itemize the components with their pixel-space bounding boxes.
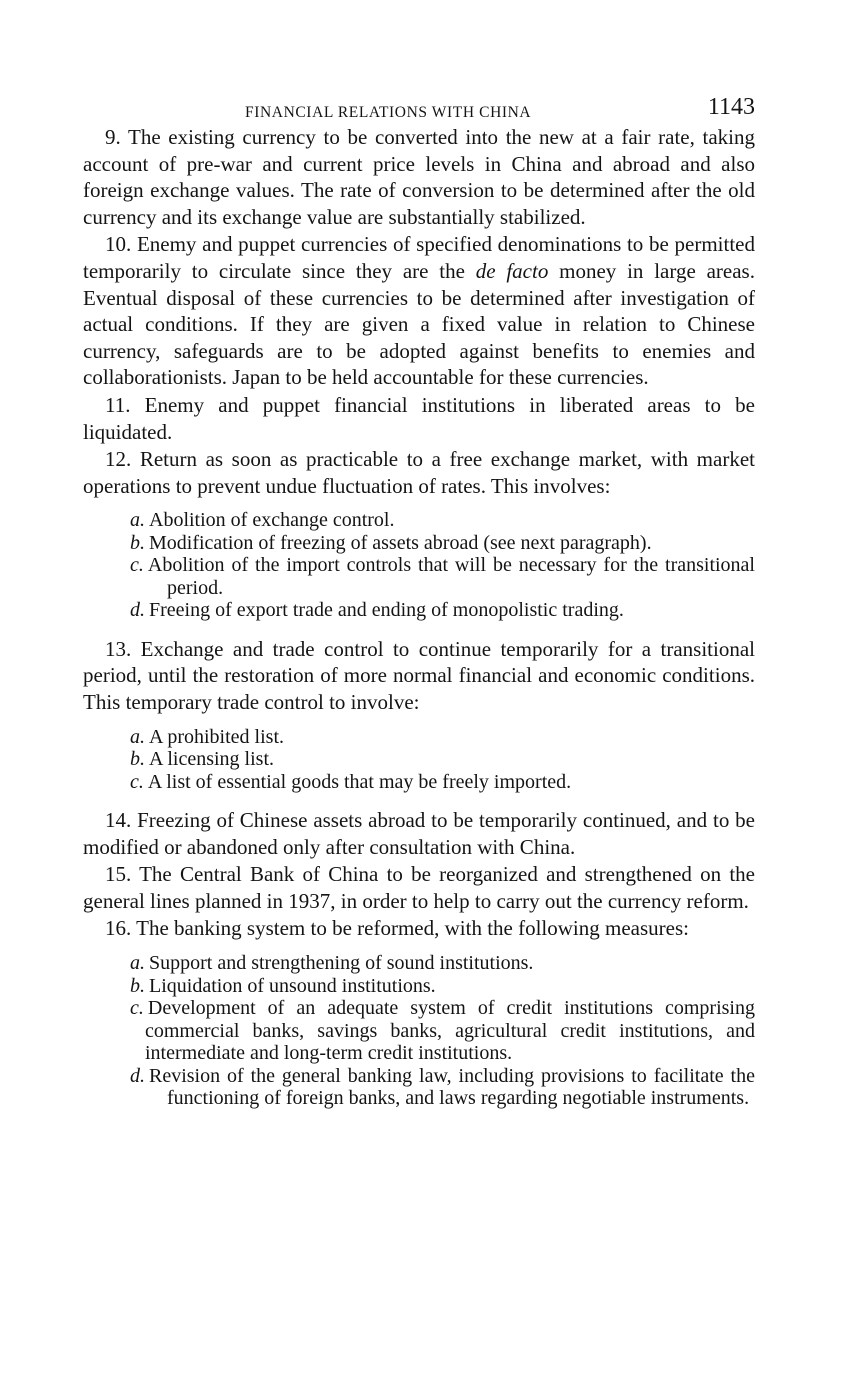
list-item-letter: d.: [130, 599, 145, 622]
list-item-letter: d.: [130, 1064, 145, 1087]
paragraph-13-list: [130, 726, 755, 794]
list-item: [130, 532, 755, 555]
paragraph-9: 9. The existing currency to be converted into the new at a fair rate, taking account of pre-war and current price levels in China and abroad and also foreign exchange values. The rate of conversion to be determined after the old currency and its exchange value are substantially stabilized.: [83, 125, 755, 229]
list-item-letter: c.: [130, 554, 144, 577]
paragraph-16-list: [130, 952, 755, 1110]
page-number: 1143: [707, 94, 755, 120]
paragraph-11: 11. Enemy and puppet financial institutions in liberated areas to be liquidated.: [83, 392, 755, 444]
paragraph-12-list: [130, 509, 755, 622]
list-item: [130, 975, 755, 998]
list-item-letter: b.: [130, 531, 145, 554]
list-item-letter: c.: [130, 997, 144, 1020]
page-header: [83, 94, 755, 124]
list-item: [130, 599, 755, 622]
list-item-text: Revision of the general banking law, including provisions to facilitate the functioning of foreign banks, and laws regarding negotiable instruments.: [149, 1064, 755, 1110]
list-item-letter: b.: [130, 748, 145, 771]
running-head: FINANCIAL RELATIONS WITH CHINA: [245, 104, 532, 121]
paragraph-14: 14. Freezing of Chinese assets abroad to be temporarily continued, and to be modified or abandoned only after consultation with China.: [83, 808, 755, 859]
list-item-letter: a.: [130, 952, 145, 975]
list-item-letter: a.: [130, 509, 145, 532]
list-item-text: Abolition of the import controls that will be necessary for the transitional period.: [147, 554, 755, 599]
document-page: [83, 94, 755, 1124]
list-item: [130, 509, 755, 532]
list-item-text: A list of essential goods that may be freely imported.: [147, 770, 572, 793]
list-item: [130, 1065, 755, 1110]
paragraph-12: 12. Return as soon as practicable to a free exchange market, with market operations to prevent undue fluctuation of rates. This involves:: [83, 447, 755, 498]
list-item: [130, 554, 755, 599]
list-item-text: Modification of freezing of assets abroad (see next paragraph).: [149, 531, 652, 554]
list-item-letter: a.: [130, 725, 145, 748]
paragraph-13: 13. Exchange and trade control to continue temporarily for a transitional period, until the restoration of more normal financial and economic conditions. This temporary trade control to involve:: [83, 636, 755, 714]
list-item-letter: b.: [130, 974, 145, 997]
list-item-letter: c.: [130, 770, 144, 793]
list-item: [130, 748, 755, 771]
list-item: [130, 726, 755, 749]
paragraph-10: [83, 231, 755, 391]
list-item-text: A prohibited list.: [149, 725, 284, 748]
paragraph-15: 15. The Central Bank of China to be reorganized and strengthened on the general lines planned in 1937, in order to help to carry out the currency reform.: [83, 862, 755, 913]
list-item: [130, 771, 755, 794]
list-item: [130, 997, 755, 1065]
list-item: [130, 952, 755, 975]
list-item-text: A licensing list.: [149, 748, 274, 771]
paragraph-10-text-end: money in large areas. Eventual disposal of these currencies to be determined after investigation of actual conditions. If they are given a fixed value in relation to Chinese currency, safeguards are to be adopted against benefits to enemies and collaborationists. Japan to be held accountable for these currencies.: [83, 258, 755, 390]
paragraph-16: 16. The banking system to be reformed, with the following measures:: [105, 916, 689, 941]
paragraph-10-text-start: 10. Enemy and puppet currencies of specified denominations to be permitted temporarily to circulate since they are the: [83, 232, 755, 283]
list-item-text: Freeing of export trade and ending of monopolistic trading.: [149, 599, 624, 622]
list-item-text: Liquidation of unsound institutions.: [149, 974, 436, 997]
list-item-text: Development of an adequate system of credit institutions comprising commercial banks, savings banks, agricultural credit institutions, and intermediate and long-term credit institutions.: [145, 997, 755, 1065]
paragraph-10-italic: de facto: [475, 258, 549, 283]
list-item-text: Support and strengthening of sound institutions.: [149, 952, 534, 975]
list-item-text: Abolition of exchange control.: [149, 509, 395, 532]
